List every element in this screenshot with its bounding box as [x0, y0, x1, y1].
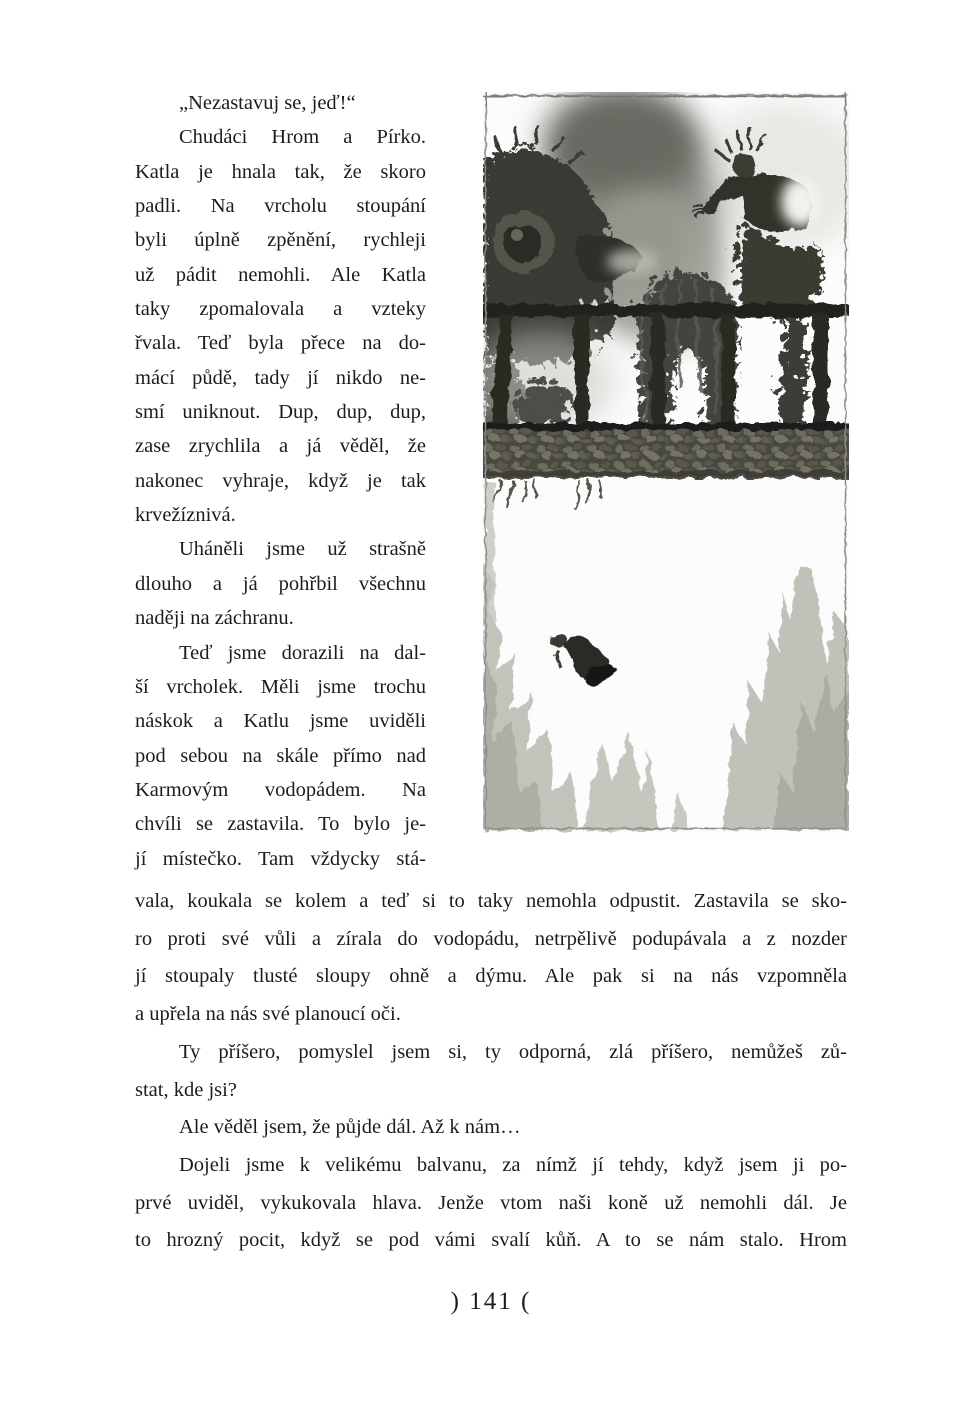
text-line: vala, koukala se kolem a teď si to taky nemohla odpustit. Zastavila se sko-: [135, 890, 847, 912]
katla-bridge-illustration: [483, 92, 849, 833]
text-line: krvežíznivá.: [135, 504, 236, 527]
text-line: taky zpomalovala a vzteky: [135, 298, 426, 321]
text-line: chvíli se zastavila. To bylo je-: [135, 813, 426, 836]
text-line: Ty příšero, pomyslel jsem si, ty odporná, zlá příšero, nemůžeš zů-: [179, 1040, 847, 1063]
illustration-drawing: [483, 92, 849, 833]
text-line: naději na záchranu.: [135, 607, 294, 630]
text-line: Uháněli jsme už strašně: [179, 538, 426, 561]
text-line: stat, kde jsi?: [135, 1078, 237, 1101]
text-line: Teď jsme dorazili na dal-: [179, 641, 426, 664]
text-line: Chudáci Hrom a Pírko.: [179, 126, 426, 149]
page-number: ) 141 (: [450, 1288, 532, 1315]
text-line: ro proti své vůli a zírala do vodopádu, netrpělivě podupávala a z nozder: [135, 927, 847, 950]
text-line: a upřela na nás své planoucí oči.: [135, 1003, 401, 1026]
text-line: pod sebou na skále přímo nad: [135, 744, 426, 767]
text-line: nakonec vyhraje, když je tak: [135, 469, 426, 492]
text-line: Ale věděl jsem, že půjde dál. Až k nám…: [179, 1116, 521, 1139]
text-column: [135, 86, 426, 876]
text-line: řvala. Teď byla přece na do-: [135, 332, 426, 355]
text-line: smí uniknout. Dup, dup, dup,: [135, 401, 426, 424]
text-line: Karmovým vodopádem. Na: [135, 778, 426, 801]
pencil-grain-texture: [483, 92, 849, 833]
text-line: náskok a Katlu jsme uviděli: [135, 710, 426, 733]
text-line: jí místečko. Tam vždycky stá-: [135, 847, 426, 870]
text-line: to hrozný pocit, když se pod vámi svalí kůň. A to se nám stalo. Hrom: [135, 1229, 847, 1252]
text-line: zase zrychlila a já věděl, že: [135, 435, 426, 458]
text-line: Katla je hnala tak, že skoro: [135, 160, 426, 183]
text-line: padli. Na vrcholu stoupání: [135, 195, 426, 218]
text-line: už pádit nemohli. Ale Katla: [135, 263, 426, 286]
text-line: dlouho a já pohřbil všechnu: [135, 572, 426, 595]
text-line: Dojeli jsme k velikému balvanu, za nímž jí tehdy, když jsem ji po-: [179, 1153, 847, 1176]
text-line: mácí půdě, tady jí nikdo ne-: [135, 366, 426, 389]
text-line: ší vrcholek. Měli jsme trochu: [135, 675, 426, 698]
text-line: jí stoupaly tlusté sloupy ohně a dýmu. Ale pak si na nás vzpomněla: [135, 965, 847, 988]
text-line: prvé uviděl, vykukovala hlava. Jenže vtom naši koně už nemohli dál. Je: [135, 1191, 847, 1214]
text-line: byli úplně zpěnění, rychleji: [135, 229, 426, 252]
full-width-text-block: [135, 883, 847, 1260]
text-line: „Nezastavuj se, jeď!“: [179, 92, 356, 114]
